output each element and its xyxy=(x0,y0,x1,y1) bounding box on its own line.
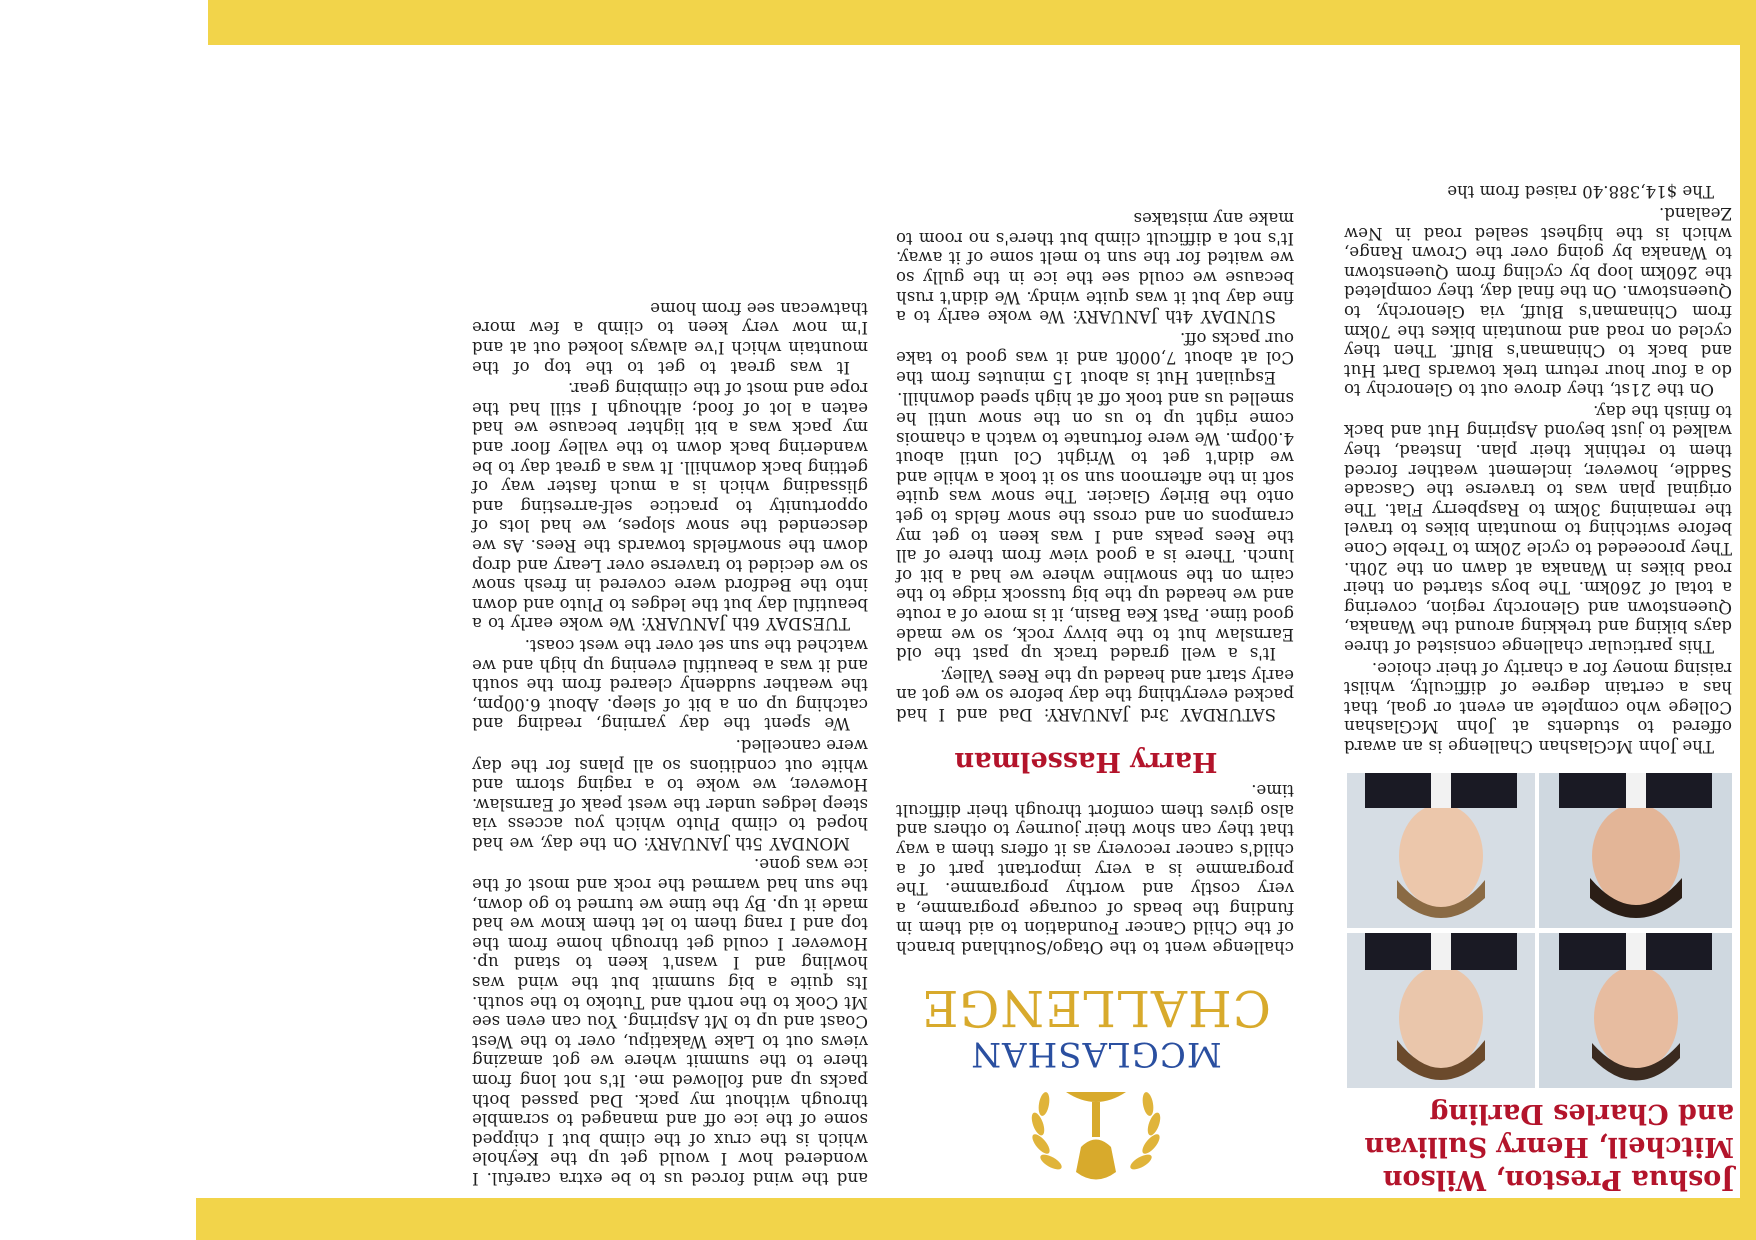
paragraph: challenge went to the Otago/Southland branch of the Child Cancer Foundation to aid them in funding the beads of courage programme, a very costly and worthy programme. The programme is a very important part of a child's cancer recovery as it offers them a way that they can show their journey to others and also gives them comfort through their difficult time. xyxy=(896,781,1294,957)
paragraph: We spent the day yarning, reading and catching up on a bit of sleep. About 6.00pm, the weather suddenly cleared from the south and it was a beautiful evening up high and we watched the sun set over the west coast. xyxy=(472,635,868,734)
paragraph: It was great to get to the top of the mountain which I've always looked out at and I'm now very keen to climb a few more thatwecan see from home xyxy=(472,298,868,377)
top-band xyxy=(196,1198,1756,1240)
paragraph: Esquilant Hut is about 15 minutes from the Col at about 7,000ft and it was good to take our packs off. xyxy=(896,328,1294,387)
harry-title: Harry Hasselman xyxy=(954,746,1218,777)
mcglashan-challenge-logo xyxy=(886,962,1306,1192)
student-photo-3 xyxy=(1539,773,1732,928)
paragraph: SUNDAY 4th JANUARY: We woke early to a fine day but it was quite windy. We didn't rush because we could see the ice in the gully so we waited for the sun to melt some of it away. It's not a difficult climb but there's no room to make any mistakes xyxy=(896,209,1294,327)
left-title: Joshua Preston, Wilson Mitchell, Henry Sullivan and Charles Darling xyxy=(1364,1098,1734,1195)
paragraph: It's a well graded track up past the old Earnslaw hut to the bivvy rock, so we made good time. Past Kea Basin, it is more of a route and we headed up the big tussock ridge to the cairn on the snowline where we had a bit of lunch. There is a good view from there of all the Rees peaks and I was keen to get my crampons on and cross the snow fields to get onto the Birley Glacier. The snow was quite soft in the afternoon sun so it took a while and we didn't get to Wright Col until about 4.00pm. We were fortunate to watch a chamois come right up to us on the snow until he smelled us and took off at high speed downhill. xyxy=(895,389,1294,664)
left-edge-band xyxy=(1740,40,1756,1200)
middle-column-text xyxy=(896,207,1294,724)
paragraph: MONDAY 5th JANUARY: On the day, we had hoped to climb Pluto which you access via steep ledges under the west peak of Earnslaw. However, we woke to a raging storm and white out conditions so all plans for the day were cancelled. xyxy=(472,735,868,853)
student-photo-2 xyxy=(1347,933,1535,1088)
logo-text-top: MCGLASHAN xyxy=(970,1034,1222,1074)
student-photo-1 xyxy=(1539,933,1732,1088)
paragraph: On the 21st, they drove out to Glenorchy to do a four hour return trek towards Dart Hut and back to Chinaman's Bluff. Then they cycled on road and mountain bikes the 70km from Chinaman's Bluff, via Glenorchy, to Queenstown. On the final day, they completed the 260km loop by cycling from Queenstown to Wanaka by going over the Crown Range, which is the highest sealed road in New Zealand. xyxy=(1344,203,1732,400)
paragraph: TUESDAY 6th JANUARY: We woke early to a beautiful day but the ledges to Pluto and down into the Bedford were covered in fresh snow so we decided to traverse over Leary and drop down the snowfields towards the Rees. As we descended the snow slopes, we had lots of opportunity to practice self-arresting and glissading which is a much faster way of getting back downhill. It was a great day to be wandering back down to the valley floor and my pack was a bit lighter because we had eaten a lot of food; although I still had the rope and most of the climbing gear. xyxy=(472,379,868,634)
right-column-text xyxy=(472,296,868,1188)
laurel-cup-icon xyxy=(996,1072,1196,1192)
left-column-text xyxy=(1344,180,1732,756)
bottom-band xyxy=(208,0,1756,45)
paragraph: This particular challenge consisted of three days biking and trekking around the Wanaka, Queenstown and Glenorchy region, covering a total of 260km. The boys started on their road bikes in Wanaka at dawn on the 20th. They proceeded to cycle 20km to Treble Cone before switching to mountain bikes to travel the remaining 30km to Raspberry Flat. The original plan was to traverse the Cascade Saddle, however, inclement weather forced them to rethink their plan. Instead, they walked to just beyond Aspiring Hut and back to finish the day. xyxy=(1344,401,1732,657)
logo-text-bottom: CHALLENGE xyxy=(920,979,1272,1037)
middle-intro xyxy=(896,779,1294,957)
paragraph: The $14,388.40 raised from the xyxy=(1447,182,1714,202)
paragraph: and the wind forced us to be extra careful. I wondered how I would get up the Keyhole which is the crux of the climb but I chipped some of the ice off and managed to scramble through without my pack. Dad passed both packs up and followed me. It's not long from there to the summit where we got amazing views out to Lake Wakatipu, over to the West Coast and up to Mt Aspiring. You can even see Mt Cook to the north and Tutoko to the south. Its quite a big summit but the wind was howling and I wasn't keen to stand up. However I could get through home from the top and I rang them to let them know we had made it up. By the time we turned to go down, the sun had warmed the rock and most of the ice was gone. xyxy=(472,855,868,1188)
paragraph: SATURDAY 3rd JANUARY: Dad and I had packed everything the day before so we got an early start and headed up the Rees Valley. xyxy=(896,665,1294,724)
student-photo-4 xyxy=(1347,773,1535,928)
paragraph: The John McGlashan Challenge is an award offered to students at John McGlashan College who complete an event or goal, that has a certain degree of difficulty, whilst raising money for a charity of their choice. xyxy=(1344,658,1732,756)
